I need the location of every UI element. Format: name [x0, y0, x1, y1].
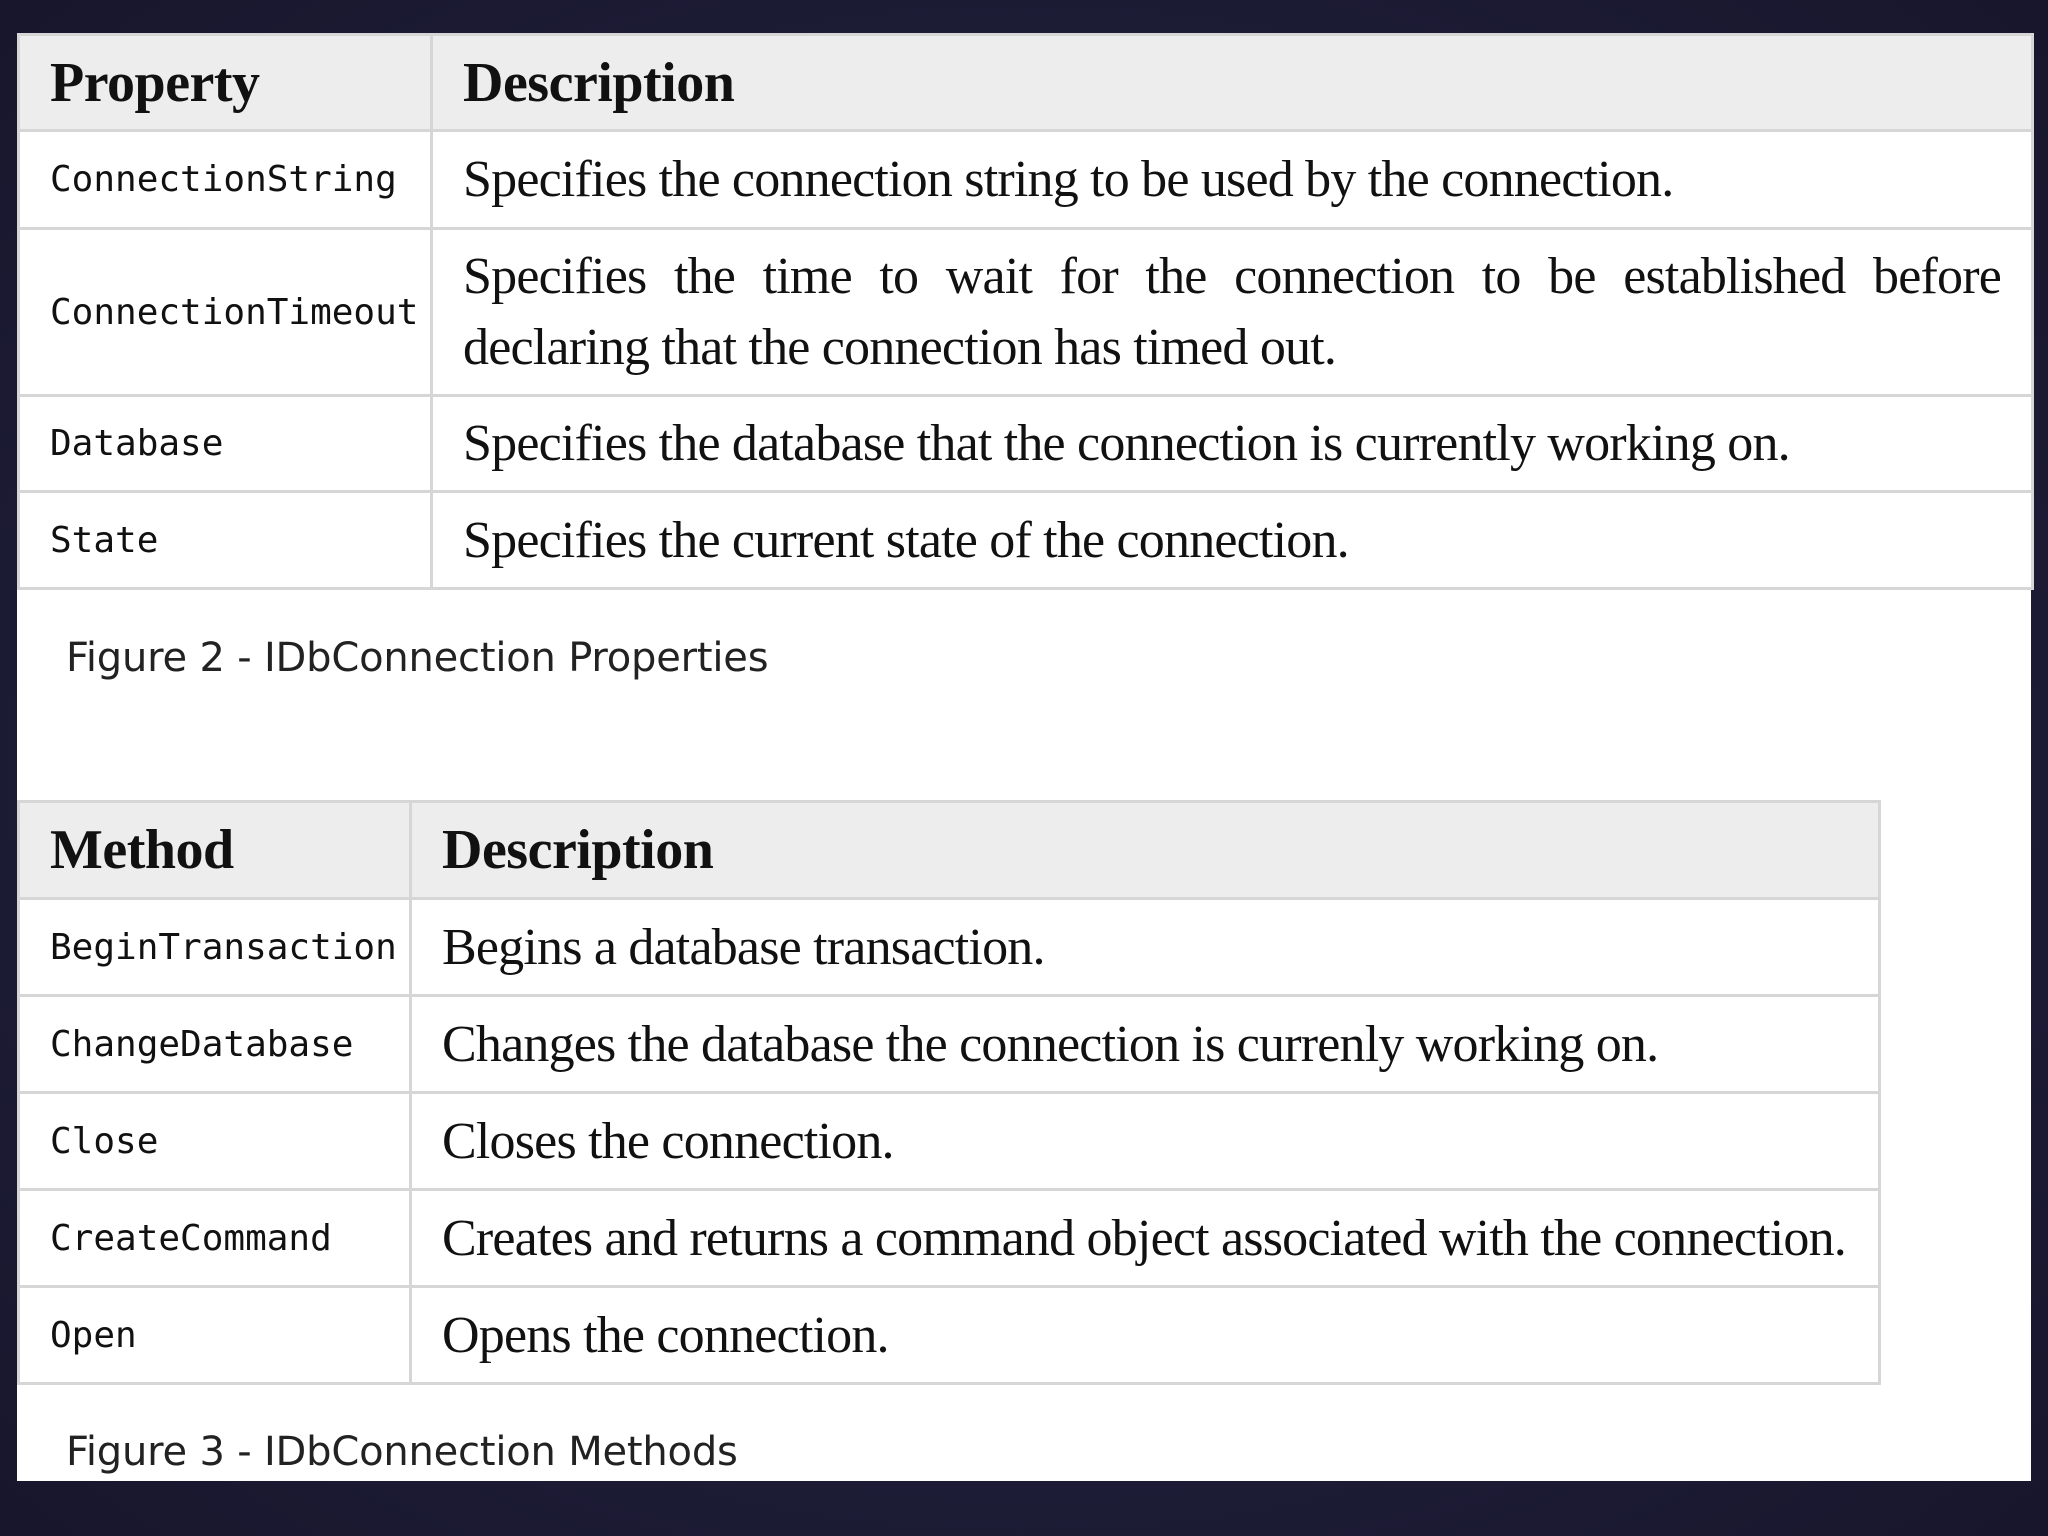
- method-description: Begins a database transaction.: [411, 899, 1880, 996]
- method-name: BeginTransaction: [19, 899, 411, 996]
- property-name: ConnectionTimeout: [19, 229, 432, 396]
- method-description: Closes the connection.: [411, 1093, 1880, 1190]
- figure-caption: Figure 3 - IDbConnection Methods: [66, 1429, 738, 1475]
- table-row: [19, 229, 2033, 396]
- table-row: [19, 899, 1880, 996]
- method-name: ChangeDatabase: [19, 996, 411, 1093]
- methods-table: [17, 800, 1881, 1385]
- column-header: Description: [411, 802, 1880, 899]
- figure-caption: Figure 2 - IDbConnection Properties: [66, 635, 769, 681]
- table-header-row: [19, 35, 2033, 131]
- table-row: [19, 1287, 1880, 1384]
- method-description: Creates and returns a command object associated with the connection.: [411, 1190, 1880, 1287]
- property-description: Specifies the database that the connection is currently working on.: [432, 396, 2033, 492]
- method-description: Changes the database the connection is currenly working on.: [411, 996, 1880, 1093]
- table-header-row: [19, 802, 1880, 899]
- document-sheet: [17, 33, 2031, 1481]
- table-row: [19, 1190, 1880, 1287]
- table-row: [19, 131, 2033, 229]
- table-row: [19, 492, 2033, 589]
- column-header: Property: [19, 35, 432, 131]
- properties-table: [17, 33, 2034, 590]
- column-header: Description: [432, 35, 2033, 131]
- table-row: [19, 996, 1880, 1093]
- property-name: Database: [19, 396, 432, 492]
- property-description: Specifies the current state of the connection.: [432, 492, 2033, 589]
- property-description: Specifies the connection string to be used by the connection.: [432, 131, 2033, 229]
- property-description: Specifies the time to wait for the connection to be established before declaring that the connection has timed out.: [432, 229, 2033, 396]
- method-name: Open: [19, 1287, 411, 1384]
- method-name: CreateCommand: [19, 1190, 411, 1287]
- method-name: Close: [19, 1093, 411, 1190]
- column-header: Method: [19, 802, 411, 899]
- property-name: State: [19, 492, 432, 589]
- table-row: [19, 1093, 1880, 1190]
- property-name: ConnectionString: [19, 131, 432, 229]
- method-description: Opens the connection.: [411, 1287, 1880, 1384]
- table-row: [19, 396, 2033, 492]
